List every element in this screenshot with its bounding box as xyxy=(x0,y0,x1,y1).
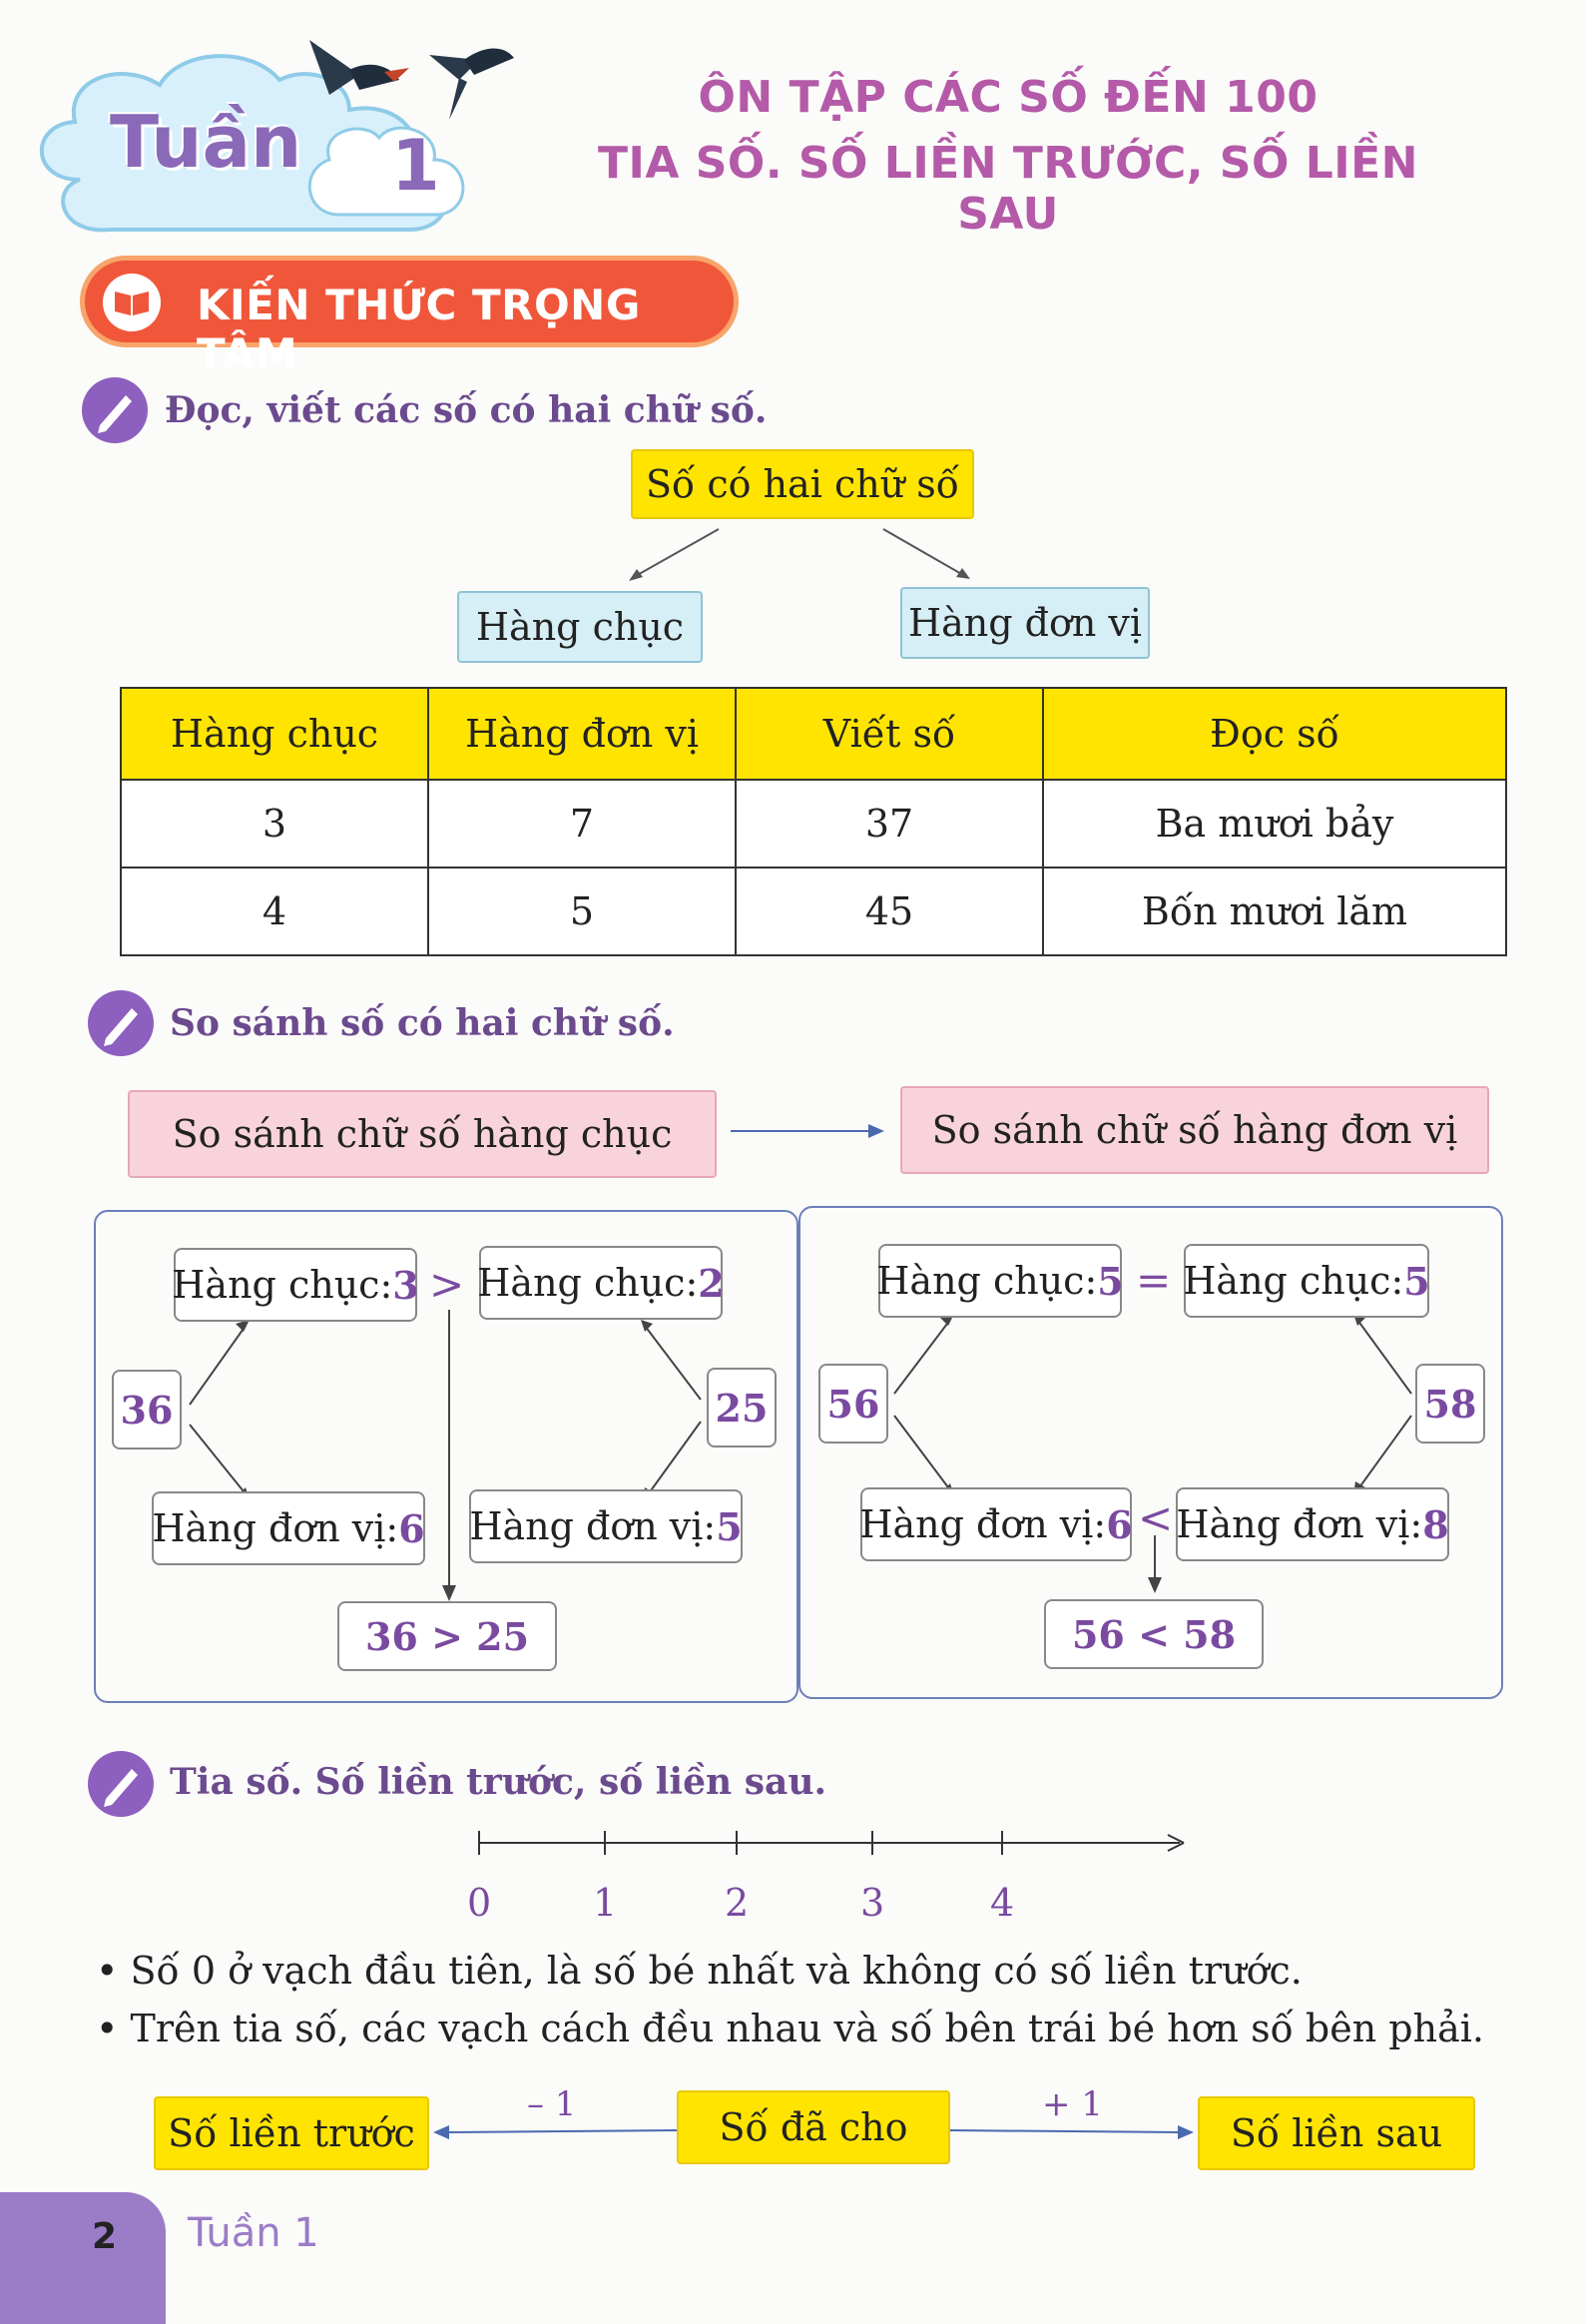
greater-than-sign: > xyxy=(429,1260,465,1309)
tens-box: Hàng chục xyxy=(457,591,703,663)
table-cell: 7 xyxy=(428,780,736,868)
tick-label: 0 xyxy=(467,1881,492,1925)
units-digit-box xyxy=(469,1489,743,1563)
bullet-text: Số 0 ở vạch đầu tiên, là số bé nhất và không có số liền trước. xyxy=(130,1949,1303,1993)
tree-arrows xyxy=(599,519,998,589)
table-header: Hàng đơn vị xyxy=(428,688,736,780)
table-cell: 45 xyxy=(736,868,1043,955)
result-text: 56 < 58 xyxy=(1071,1611,1237,1657)
given-number-box: Số đã cho xyxy=(677,2090,950,2164)
units-digit-box xyxy=(1176,1487,1449,1561)
tens-digit-box xyxy=(878,1244,1122,1318)
units-digit: 6 xyxy=(398,1505,425,1551)
tens-label: Hàng chục: xyxy=(477,1261,699,1305)
bullet-text: Trên tia số, các vạch cách đều nhau và số bên trái bé hơn số bên phải. xyxy=(130,2007,1484,2050)
number-value: 58 xyxy=(1423,1381,1477,1427)
tens-label: Hàng chục: xyxy=(876,1259,1098,1303)
tens-label: Hàng chục: xyxy=(172,1263,393,1307)
tick-label: 3 xyxy=(860,1881,885,1925)
units-digit: 8 xyxy=(1422,1501,1449,1547)
tens-label: Hàng chục: xyxy=(1183,1259,1404,1303)
number-line xyxy=(469,1823,1198,1873)
table-cell: 37 xyxy=(736,780,1043,868)
units-label: Hàng đơn vị: xyxy=(469,1504,717,1548)
swallow-icon xyxy=(289,20,529,130)
successor-box: Số liền sau xyxy=(1198,2096,1475,2170)
tens-digit: 5 xyxy=(1097,1258,1124,1304)
page-number-tab xyxy=(0,2192,166,2324)
key-knowledge-banner xyxy=(80,256,739,378)
table-cell: Ba mươi bảy xyxy=(1043,780,1506,868)
number-value: 25 xyxy=(715,1385,769,1431)
table-row xyxy=(121,780,1506,868)
table-cell: 3 xyxy=(121,780,428,868)
pencil-icon xyxy=(88,1751,154,1817)
number-box xyxy=(818,1364,888,1444)
units-box: Hàng đơn vị xyxy=(900,587,1150,659)
table-cell: 5 xyxy=(428,868,736,955)
tick-label: 1 xyxy=(593,1881,618,1925)
table-cell: Bốn mươi lăm xyxy=(1043,868,1506,955)
number-box xyxy=(112,1370,182,1450)
section2-title: So sánh số có hai chữ số. xyxy=(170,1002,675,1044)
result-box xyxy=(1044,1599,1264,1669)
tens-digit-box xyxy=(174,1248,417,1322)
section1-title: Đọc, viết các số có hai chữ số. xyxy=(165,389,768,431)
page-title-line2: TIA SỐ. SỐ LIỀN TRƯỚC, SỐ LIỀN SAU xyxy=(597,138,1419,240)
tick-label: 2 xyxy=(725,1881,750,1925)
minus-one-label: – 1 xyxy=(527,2084,577,2124)
compare-units-box: So sánh chữ số hàng đơn vị xyxy=(900,1086,1489,1174)
number-box xyxy=(707,1368,777,1448)
tens-digit-box xyxy=(1184,1244,1429,1318)
bullet-point: • Số 0 ở vạch đầu tiên, là số bé nhất và không có số liền trước. xyxy=(96,1949,1303,1993)
number-box xyxy=(1415,1364,1485,1444)
tens-digit: 3 xyxy=(392,1262,419,1308)
place-value-table xyxy=(120,687,1507,956)
number-value: 56 xyxy=(826,1381,880,1427)
units-label: Hàng đơn vị: xyxy=(152,1506,399,1550)
section3-title: Tia số. Số liền trước, số liền sau. xyxy=(170,1761,827,1803)
units-digit-box xyxy=(152,1491,425,1565)
result-box xyxy=(337,1601,557,1671)
week-label: Tuần xyxy=(110,100,302,184)
number-value: 36 xyxy=(120,1387,174,1433)
equal-sign: = xyxy=(1136,1256,1172,1305)
table-header-row xyxy=(121,688,1506,780)
units-digit-box xyxy=(860,1487,1132,1561)
table-header: Hàng chục xyxy=(121,688,428,780)
plus-one-label: + 1 xyxy=(1042,2084,1103,2124)
tick-label: 4 xyxy=(990,1881,1015,1925)
compare-tens-box: So sánh chữ số hàng chục xyxy=(128,1090,717,1178)
root-box: Số có hai chữ số xyxy=(631,449,974,519)
table-header: Đọc số xyxy=(1043,688,1506,780)
units-label: Hàng đơn vị: xyxy=(1176,1502,1423,1546)
week-number: 1 xyxy=(391,125,440,207)
units-digit: 5 xyxy=(716,1503,743,1549)
result-text: 36 > 25 xyxy=(364,1613,530,1659)
bullet-point: • Trên tia số, các vạch cách đều nhau và số bên trái bé hơn số bên phải. xyxy=(96,2007,1484,2050)
pencil-icon xyxy=(82,377,148,443)
footer-label: Tuần 1 xyxy=(188,2210,319,2256)
book-icon xyxy=(103,274,161,331)
page-title-line1: ÔN TẬP CÁC SỐ ĐẾN 100 xyxy=(698,72,1319,123)
banner-label: KIẾN THỨC TRỌNG TÂM xyxy=(197,281,641,378)
table-header: Viết số xyxy=(736,688,1043,780)
pencil-icon xyxy=(88,990,154,1056)
tens-digit: 5 xyxy=(1403,1258,1430,1304)
tens-digit: 2 xyxy=(698,1260,725,1306)
tens-digit-box xyxy=(479,1246,723,1320)
less-than-sign: < xyxy=(1138,1493,1174,1542)
table-row xyxy=(121,868,1506,955)
step-arrow xyxy=(729,1116,888,1146)
units-label: Hàng đơn vị: xyxy=(859,1502,1107,1546)
predecessor-box: Số liền trước xyxy=(154,2096,429,2170)
page-number: 2 xyxy=(92,2216,118,2257)
units-digit: 6 xyxy=(1106,1501,1133,1547)
table-cell: 4 xyxy=(121,868,428,955)
